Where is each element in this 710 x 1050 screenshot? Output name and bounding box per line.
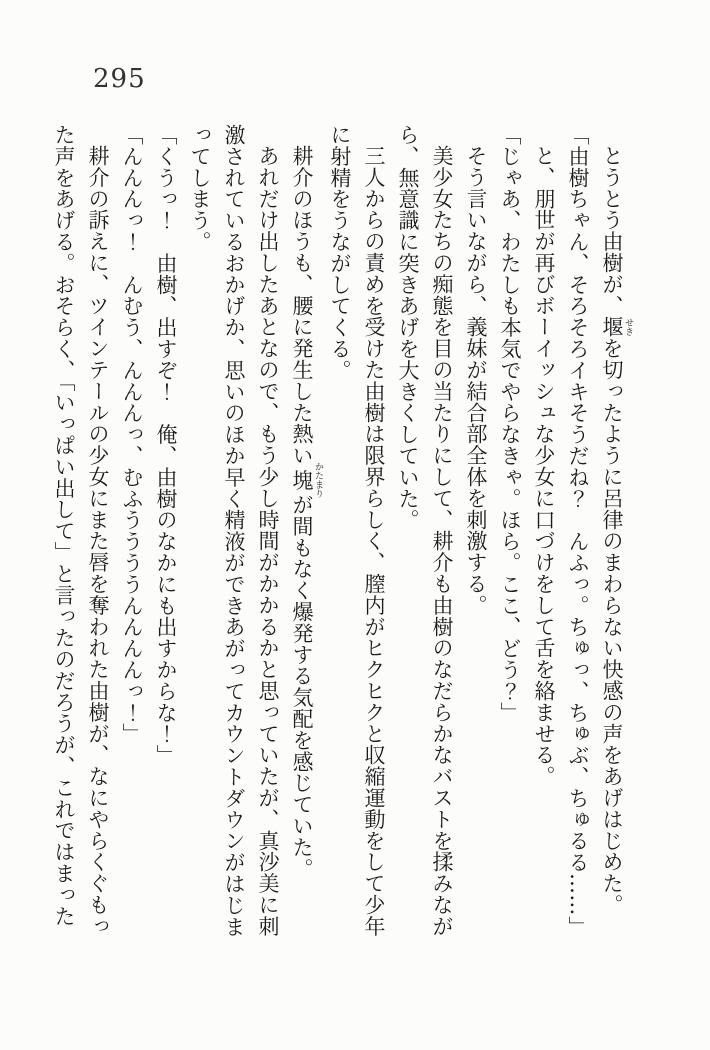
paragraph-narrative: 耕介の訴えに、ツインテールの少女にまた唇を奪われた由樹が、なにやらくぐもった声をあげる。おそらく、「いっぱい出して」と言ったのだろうが、これではまった [52, 124, 110, 937]
paragraph-narrative: 耕介のほうも、腰に発生した熱い塊 かたまりが間もなく爆発する気配を感じていた。 [290, 145, 323, 880]
paragraph-dialogue: 「由樹ちゃん、そろそろイキそうだね？ んふっ。ちゅっ、ちゅぶ、ちゅるる……」 [566, 124, 590, 938]
paragraph-narrative: と、朋世が再びボーイッシュな少女に口づけをして舌を絡ませる。 [532, 145, 556, 787]
paragraph-dialogue: 「んんんっ！ んむう、んんんっ、むふううううんんんんっ！」 [120, 124, 144, 745]
paragraph-narrative: あれだけ出したあとなので、もう少し時間がかかるかと思っていたが、真沙美に刺激されているおかげか、思いのほか早く精液ができあがってカウントダウンがはじまってしまう。 [188, 124, 280, 938]
page-number: 295 [93, 64, 146, 94]
paragraph-narrative: とうとう由樹が、堰 せきを切ったように呂律のまわらない快感の声をあげはじめた。 [600, 145, 633, 916]
furigana-ruby: 堰 せき [600, 316, 633, 338]
paragraph-narrative: そう言いながら、義妹が結合部全体を刺激する。 [464, 145, 488, 616]
text-block [52, 124, 633, 948]
furigana-ruby: 塊 かたまり [290, 462, 323, 498]
paragraph-narrative: 三人からの責めを受けた由樹は限界らしく、膣内がヒクヒクと収縮運動をして少年に射精をうながしてくる。 [328, 124, 386, 937]
paragraph-dialogue: 「じゃあ、わたしも本気でやらなきゃ。ほら。ここ、どう？」 [498, 124, 522, 724]
paragraph-dialogue: 「くうっ！ 由樹、出すぞ！ 俺、由樹のなかにも出すからな！」 [154, 124, 178, 766]
paragraph-narrative: 美少女たちの痴態を目の当たりにして、耕介も由樹のなだらかなバストを揉みながら、無意識に突きあげを大きくしていた。 [396, 124, 454, 937]
